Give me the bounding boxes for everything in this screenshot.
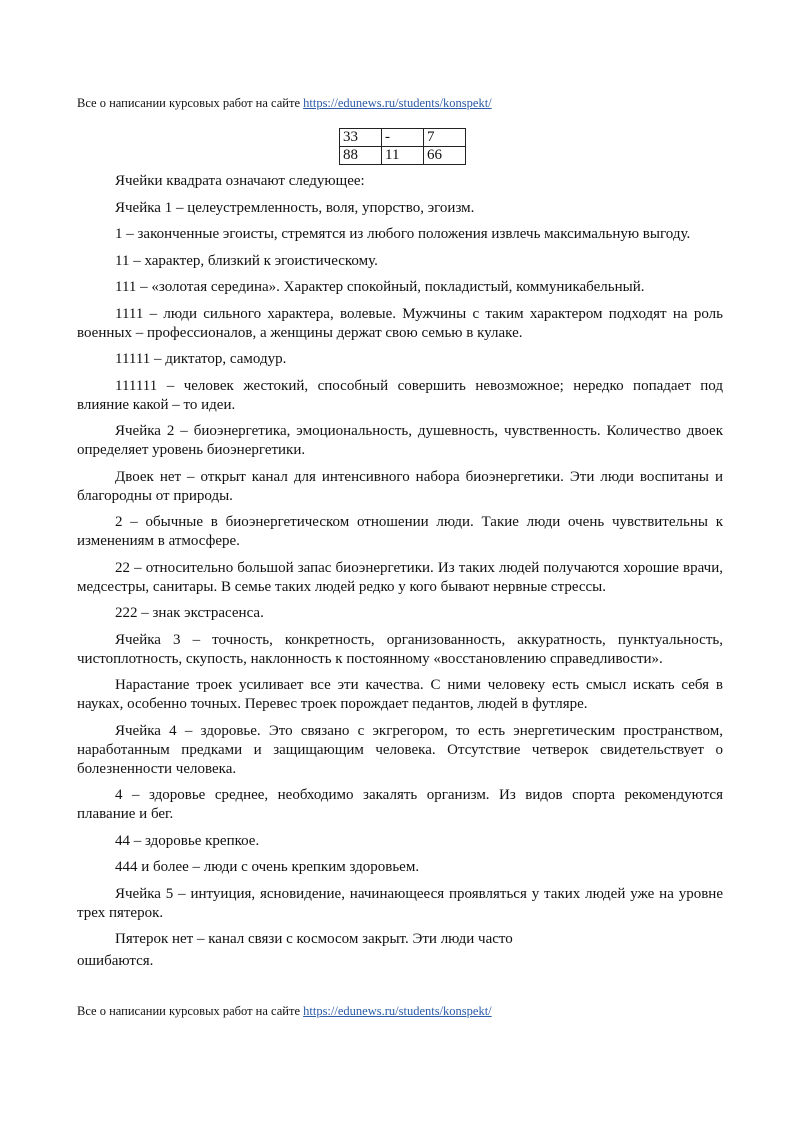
table-row (340, 129, 466, 147)
page-header (77, 96, 737, 111)
table-cell: 33 (340, 129, 382, 147)
footer-text: Все о написании курсовых работ на сайте (77, 1004, 304, 1018)
paragraph: Ячейка 3 – точность, конкретность, организованность, аккуратность, пунктуальность, чистоплотность, скупость, наклонность к постоянному «восстановлению справедливости». (77, 631, 723, 667)
paragraph: 1111 – люди сильного характера, волевые. Мужчины с таким характером подходят на роль военных – профессионалов, а женщины держат свою семью в кулаке. (77, 305, 723, 341)
paragraph: 44 – здоровье крепкое. (115, 832, 260, 849)
paragraph: Ячейка 1 – целеустремленность, воля, упорство, эгоизм. (115, 199, 475, 216)
paragraph: Ячейка 2 – биоэнергетика, эмоциональность, душевность, чувственность. Количество двоек определяет уровень биоэнергетики. (77, 423, 723, 458)
paragraph: 11111 – диктатор, самодур. (115, 351, 287, 367)
paragraph: 4 – здоровье среднее, необходимо закалять организм. Из видов спорта рекомендуются плавание и бег. (77, 787, 723, 822)
paragraph: 2 – обычные в биоэнергетическом отношении люди. Такие люди очень чувствительны к изменениям в атмосфере. (77, 514, 723, 549)
paragraph: 111111 – человек жестокий, способный совершить невозможное; нередко попадает под влияние какой – то идеи. (77, 377, 723, 413)
page-footer (77, 1004, 737, 1019)
paragraph: Ячейка 4 – здоровье. Это связано с экгрегором, то есть энергетическим пространством, наработанным предками и защищающим человека. Отсутствие четверок свидетельствует о болезненности человека. (77, 722, 723, 777)
paragraph: Ячейка 5 – интуиция, ясновидение, начинающееся проявляться у таких людей уже на уровне трех пятерок. (77, 885, 723, 921)
paragraph: Ячейки квадрата означают следующее: (115, 173, 365, 189)
table-cell: 7 (424, 129, 466, 147)
table-cell: 66 (424, 147, 466, 165)
header-text: Все о написании курсовых работ на сайте (77, 96, 304, 110)
paragraph: 1 – законченные эгоисты, стремятся из любого положения извлечь максимальную выгоду. (115, 226, 691, 242)
paragraph: 22 – относительно большой запас биоэнергетики. Из таких людей получаются хорошие врачи, медсестры, санитары. В семье таких людей редко у кого бывают нервные стрессы. (77, 559, 723, 595)
paragraph: 11 – характер, близкий к эгоистическому. (115, 252, 378, 269)
paragraph: 444 и более – люди с очень крепким здоровьем. (115, 859, 420, 875)
number-grid-table (339, 128, 466, 165)
footer-link[interactable]: https://edunews.ru/students/konspekt/ (303, 1004, 492, 1018)
paragraph-continuation: ошибаются. (77, 952, 154, 969)
paragraph: Нарастание троек усиливает все эти качества. С ними человеку есть смысл искать себя в науках, особенно точных. Перевес троек порождает педантов, людей в футляре. (77, 677, 723, 712)
paragraph: Двоек нет – открыт канал для интенсивного набора биоэнергетики. Эти люди воспитаны и благородны от природы. (77, 468, 723, 504)
table-row (340, 147, 466, 165)
paragraph: Пятерок нет – канал связи с космосом закрыт. Эти люди часто (115, 931, 513, 947)
table-cell: 88 (340, 147, 382, 165)
table-cell: 11 (382, 147, 424, 165)
table-cell: - (382, 129, 424, 147)
header-link[interactable]: https://edunews.ru/students/konspekt/ (303, 96, 492, 110)
paragraph: 222 – знак экстрасенса. (115, 605, 264, 621)
paragraph: 111 – «золотая середина». Характер спокойный, покладистый, коммуникабельный. (115, 279, 645, 295)
document-body (77, 172, 723, 978)
